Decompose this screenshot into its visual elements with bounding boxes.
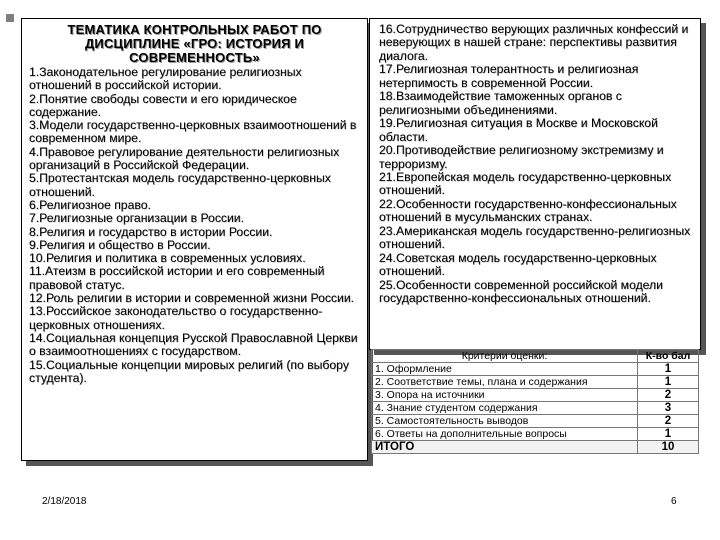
criterion-points: 1 [638,376,699,389]
topic-item: 9.Религия и общество в России. [29,237,211,252]
table-row [372,376,699,389]
topic-item: 2.Понятие свободы совести и его юридическое содержание. [29,91,297,119]
topics-list-left [22,65,367,385]
criterion-points: 1 [638,363,699,376]
topic-item: 11.Атеизм в российской истории и его современный правовой статус. [29,264,325,292]
topic-item: 20.Противодействие религиозному экстремизму и терроризму. [379,143,664,171]
criteria-header: Критерии оценки: [372,350,638,363]
total-points: 10 [638,441,699,454]
topic-item: 16.Сотрудничество верующих различных конфессий и неверующих в нашей стране: перспективы развития диалога. [379,22,689,63]
grading-criteria-table [371,349,699,454]
topic-item: 17.Религиозная толерантность и религиозная нетерпимость в современной России. [379,62,639,90]
table-row [372,428,699,441]
topics-panel-left [21,18,368,461]
table-header-row [372,350,699,363]
table-row [372,389,699,402]
slide-date: 2/18/2018 [42,496,87,507]
criterion-label: 3. Опора на источники [372,389,638,402]
topic-item: 14.Социальная концепция Русской Православной Церкви о взаимоотношениях с государством. [29,330,358,359]
topic-item: 19.Религиозная ситуация в Москве и Московской области. [379,116,658,144]
topics-list-right [370,19,700,306]
topic-item: 22.Особенности государственно-конфессиональных отношений в мусульманских странах. [379,196,677,225]
criterion-points: 2 [638,415,699,428]
criterion-points: 1 [638,428,699,441]
criterion-label: 4. Знание студентом содержания [372,402,638,415]
topic-item: 12.Роль религии в истории и современной жизни России. [29,291,355,306]
topic-item: 7.Религиозные организации в России. [29,211,245,226]
criterion-label: 2. Соответствие темы, плана и содержания [372,376,638,389]
criterion-points: 2 [638,389,699,402]
topics-panel-right [369,18,701,350]
criterion-label: 1. Оформление [372,363,638,376]
topic-item: 5.Протестантская модель государственно-церковных отношений. [29,171,331,199]
topic-item: 15.Социальные концепции мировых религий (по выбору студента). [29,357,349,385]
topic-item: 3.Модели государственно-церковных взаимоотношений в современном мире. [29,118,357,146]
topic-item: 8.Религия и государство в истории России. [29,224,273,239]
topic-item: 4.Правовое регулирование деятельности религиозных организаций в Российской Федерации. [29,144,340,173]
topic-item: 18.Взаимодействие таможенных органов с религиозными объединениями. [379,89,622,117]
slide-number: 6 [671,496,677,507]
criterion-points: 3 [638,402,699,415]
table-total-row [372,441,699,454]
slide-bullet [6,14,14,22]
table-row [372,415,699,428]
topic-item: 24.Советская модель государственно-церковных отношений. [379,250,657,279]
total-label: ИТОГО [372,441,638,454]
table-row [372,363,699,376]
topic-item: 21.Европейская модель государственно-церковных отношений. [379,169,672,198]
criterion-label: 6. Ответы на дополнительные вопросы [372,428,638,441]
topic-item: 10.Религия и политика в современных условиях. [29,251,306,266]
points-header: К-во бал [638,350,699,363]
criterion-label: 5. Самостоятельность выводов [372,415,638,428]
topic-item: 25.Особенности современной российской модели государственно-конфессиональных отношений. [379,277,663,306]
topic-item: 23.Американская модель государственно-религиозных отношений. [379,223,691,252]
topics-title: ТЕМАТИКА КОНТРОЛЬНЫХ РАБОТ ПО ДИСЦИПЛИНЕ «ГРО: ИСТОРИЯ И СОВРЕМЕННОСТЬ» [67,22,322,65]
topic-item: 1.Законодательное регулирование религиозных отношений в российской истории. [29,65,302,93]
table-row [372,402,699,415]
topic-item: 13.Российское законодательство о государственно-церковных отношениях. [29,304,323,332]
topic-item: 6.Религиозное право. [29,197,151,212]
